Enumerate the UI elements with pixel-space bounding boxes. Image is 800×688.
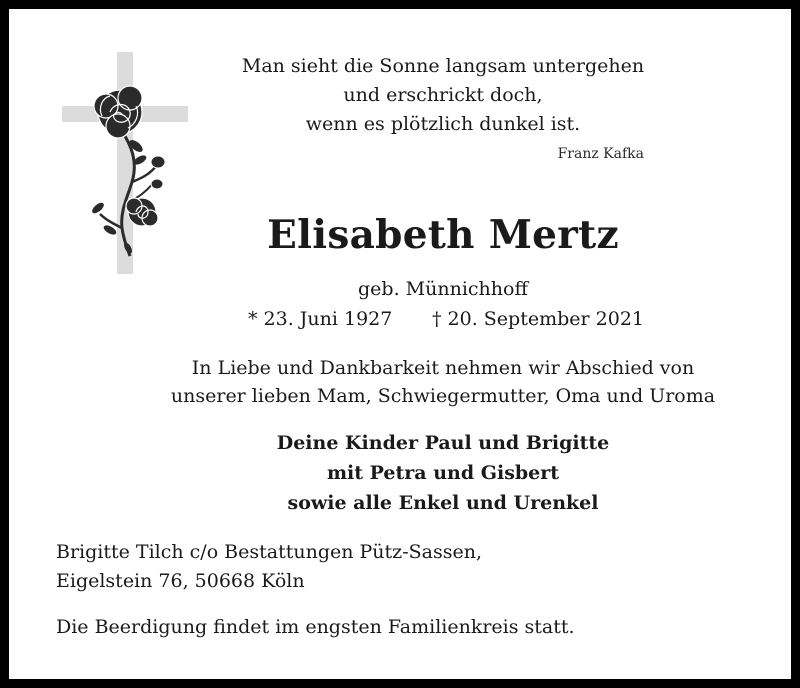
contact-line: Brigitte Tilch c/o Bestattungen Pütz-Sassen, <box>56 541 482 563</box>
quote-line: wenn es plötzlich dunkel ist. <box>305 113 581 135</box>
birth-date: * 23. Juni 1927 <box>248 308 393 330</box>
contact-address <box>56 538 482 596</box>
farewell-text <box>150 354 736 410</box>
death-date: † 20. September 2021 <box>432 308 644 330</box>
maiden-name: geb. Münnichhoff <box>358 278 528 300</box>
contact-line: Eigelstein 76, 50668 Köln <box>56 570 305 592</box>
mourner-line: sowie alle Enkel und Urenkel <box>287 492 599 514</box>
quote-line: und erschrickt doch, <box>343 84 543 106</box>
mourner-line: mit Petra und Gisbert <box>326 462 560 484</box>
quote-line: Man sieht die Sonne langsam untergehen <box>241 55 645 77</box>
mourner-line: Deine Kinder Paul und Brigitte <box>276 432 610 454</box>
funeral-note: Die Beerdigung findet im engsten Familienkreis statt. <box>56 616 575 638</box>
quote-author: Franz Kafka <box>557 146 644 162</box>
mourners <box>150 428 736 518</box>
deceased-name: Elisabeth Mertz <box>267 212 619 258</box>
quote <box>200 52 686 139</box>
farewell-line: unserer lieben Mam, Schwiegermutter, Oma und Uroma <box>170 385 716 407</box>
farewell-line: In Liebe und Dankbarkeit nehmen wir Abschied von <box>191 357 695 379</box>
